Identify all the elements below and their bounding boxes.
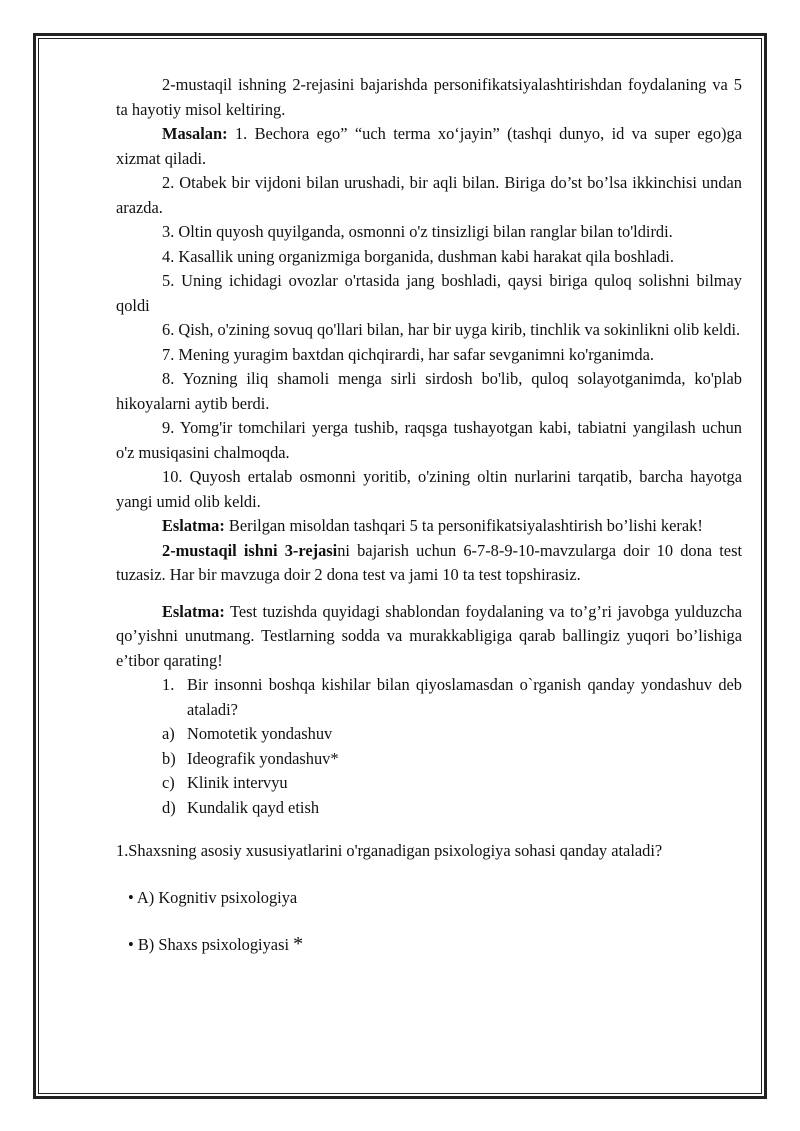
question-number: 1. xyxy=(162,675,175,694)
example-item: 6. Qish, o'zining sovuq qo'llari bilan, har bir uyga kirib, tinchlik va sokinlikni olib keldi. xyxy=(162,320,741,339)
example-item: 8. Yozning iliq shamoli menga sirli sirdosh bo'lib, quloq solayotganimda, ko'plab hikoyalarni aytib berdi. xyxy=(116,369,742,413)
answer-option xyxy=(116,747,742,772)
option-text: Kundalik qayd etish xyxy=(187,797,320,817)
question-text: Bir insonni boshqa kishilar bilan qiyoslamasdan o`rganish qanday yondashuv deb ataladi? xyxy=(187,675,742,719)
task3-text: ni bajarish uchun 6-7-8-9-10-mavzularga doir 10 dona test tuzasiz. Har bir mavzuga doir 2 dona test va jami 10 ta test topshirasiz. xyxy=(116,540,742,584)
task3-paragraph xyxy=(116,539,742,588)
spacer xyxy=(116,588,742,600)
example-label: Masalan: xyxy=(162,124,228,143)
example-item: 4. Kasallik uning organizmiga borganida, dushman kabi harakat qila boshladi. xyxy=(162,246,674,266)
example-item: 10. Quyosh ertalab osmonni yoritib, o'zining oltin nurlarini tarqatib, barcha hayotga yangi umid olib keldi. xyxy=(116,467,742,511)
answer-option xyxy=(116,796,742,821)
option-text: Klinik intervyu xyxy=(187,773,288,792)
option-text: Ideografik yondashuv* xyxy=(187,748,339,768)
bullet-option-text: • A) Kognitiv psixologiya xyxy=(128,887,298,907)
note-label: Eslatma: xyxy=(162,601,225,621)
example-paragraph xyxy=(116,122,742,171)
example-item-1: 1. Bechora ego” “uch terma xo‘jayin” (tashqi dunyo, id va super ego)ga xizmat qiladi. xyxy=(116,124,742,168)
note-paragraph-1 xyxy=(116,514,742,539)
task3-title: 2-mustaqil ishni 3-rejasi xyxy=(162,540,338,560)
bullet-option-text: • B) Shaxs psixologiyasi xyxy=(128,935,294,954)
bullet-option xyxy=(128,886,742,911)
option-text: Nomotetik yondashuv xyxy=(187,724,333,743)
bullet-option xyxy=(128,932,742,958)
option-letter: d) xyxy=(162,797,176,817)
answer-option xyxy=(116,722,742,747)
example-item: 5. Uning ichidagi ovozlar o'rtasida jang boshladi, qaysi biriga quloq solishni bilmay qoldi xyxy=(116,271,742,315)
question-2: 1.Shaxsning asosiy xususiyatlarini o'rganadigan psixologiya sohasi qanday ataladi? xyxy=(116,841,663,860)
note-paragraph-2 xyxy=(116,600,742,674)
example-item: 9. Yomg'ir tomchilari yerga tushib, raqsga tushayotgan kabi, tabiatni yangilash uchun o'z musiqasini chalmoqda. xyxy=(116,418,742,462)
example-item: 3. Oltin quyosh quyilganda, osmonni o'z tinsizligi bilan ranglar bilan to'ldirdi. xyxy=(162,222,673,241)
intro-paragraph: 2-mustaqil ishning 2-rejasini bajarishda personifikatsiyalashtirishdan foydalaning va 5 ta hayotiy misol keltiring. xyxy=(116,75,742,119)
option-letter: a) xyxy=(162,724,175,743)
option-letter: b) xyxy=(162,748,176,768)
note-label: Eslatma: xyxy=(162,516,225,535)
example-item: 7. Mening yuragim baxtdan qichqirardi, har safar sevganimni ko'rganimda. xyxy=(162,344,654,364)
answer-option xyxy=(116,771,742,796)
note-text: Test tuzishda quyidagi shablondan foydalaning va to’g’ri javobga yulduzcha qo’yishni unutmang. Testlarning sodda va murakkabligiga qarab ballingiz yuqori bo’lishiga e’tibor qarating! xyxy=(116,601,742,670)
example-item: 2. Otabek bir vijdoni bilan urushadi, bir aqli bilan. Biriga do’st bo’lsa ikkinchisi undan arazda. xyxy=(116,173,742,217)
correct-answer-star: * xyxy=(293,933,304,955)
note-text: Berilgan misoldan tashqari 5 ta personifikatsiyalashtirish bo’lishi kerak! xyxy=(224,516,703,535)
document-body xyxy=(116,73,742,958)
template-question xyxy=(116,673,742,722)
option-letter: c) xyxy=(162,773,175,792)
